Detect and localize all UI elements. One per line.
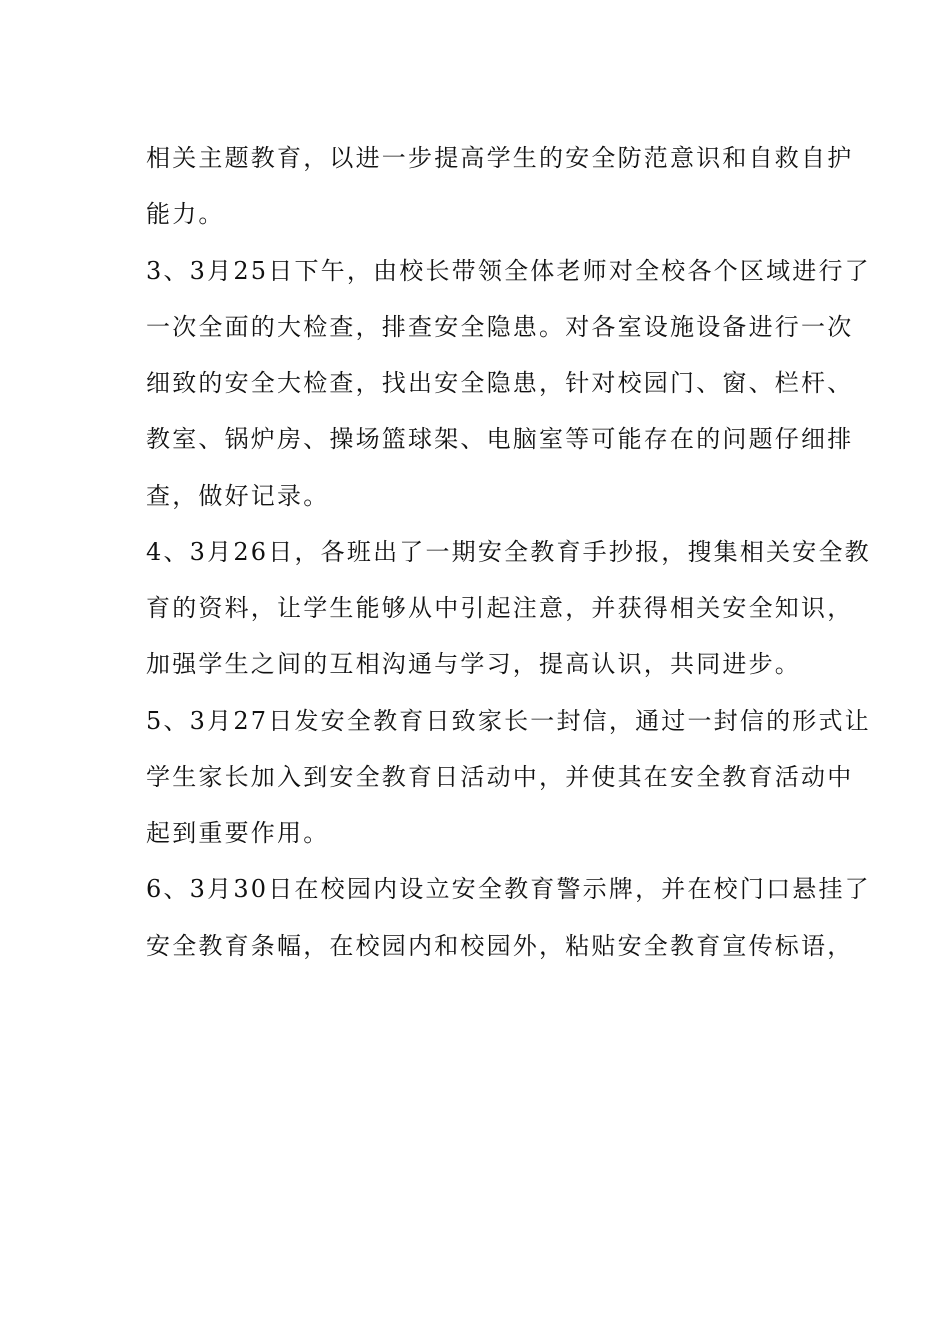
document-body [146,130,871,974]
text-line: 学生家长加入到安全教育日活动中，并使其在安全教育活动中 [146,762,854,791]
text-line: 相关主题教育，以进一步提高学生的安全防范意识和自救自护 [146,144,854,172]
text-line: 加强学生之间的互相沟通与学习，提高认识，共同进步。 [146,650,801,679]
text-line: 5、3月27日发安全教育日致家长一封信，通过一封信的形式让 [146,706,871,735]
text-line: 安全教育条幅，在校园内和校园外，粘贴安全教育宣传标语， [146,931,854,960]
text-line: 3、3月25日下午，由校长带领全体老师对全校各个区域进行了 [146,256,871,285]
text-line: 能力。 [146,200,225,229]
text-line: 育的资料，让学生能够从中引起注意，并获得相关安全知识， [146,594,854,622]
text-line: 细致的安全大检查，找出安全隐患，针对校园门、窗、栏杆、 [146,369,854,397]
text-line: 4、3月26日，各班出了一期安全教育手抄报，搜集相关安全教 [146,537,871,566]
text-line: 查，做好记录。 [146,481,330,510]
text-line: 一次全面的大检查，排查安全隐患。对各室设施设备进行一次 [146,312,854,341]
text-line: 6、3月30日在校园内设立安全教育警示牌，并在校门口悬挂了 [146,875,871,904]
text-line: 起到重要作用。 [146,819,330,847]
text-line: 教室、锅炉房、操场篮球架、电脑室等可能存在的问题仔细排 [146,425,854,454]
